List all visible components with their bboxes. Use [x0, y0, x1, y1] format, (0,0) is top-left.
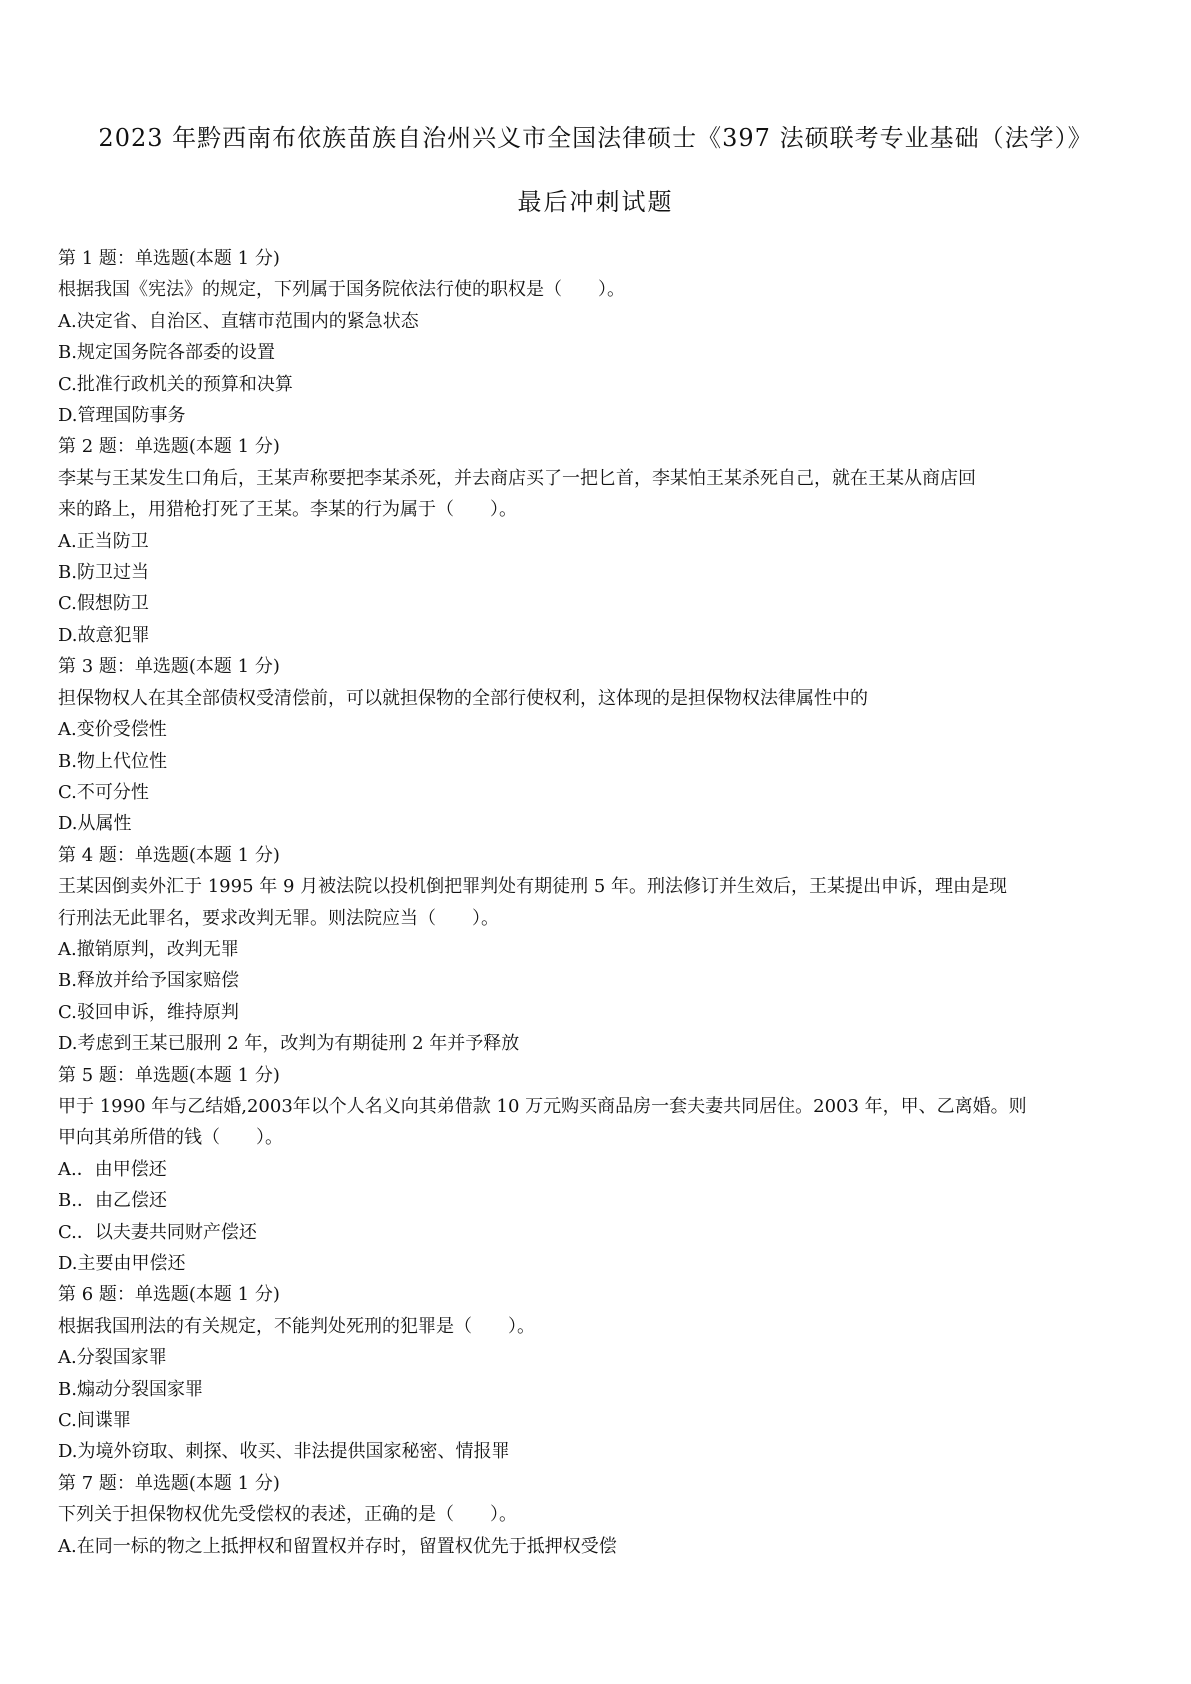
question-block	[58, 1279, 1138, 1467]
answer-option: C.间谍罪	[58, 1410, 131, 1432]
answer-option: D.从属性	[58, 813, 132, 835]
question-list	[58, 243, 1138, 1562]
question-stem: 来的路上，用猎枪打死了王某。李某的行为属于（ ）。	[58, 499, 517, 521]
question-header: 第 6 题：单选题(本题 1 分)	[58, 1284, 280, 1306]
answer-option: B.释放并给予国家赔偿	[58, 970, 239, 992]
question-block	[58, 431, 1138, 651]
question-block	[58, 1468, 1138, 1562]
question-block	[58, 651, 1138, 839]
question-header: 第 1 题：单选题(本题 1 分)	[58, 248, 280, 269]
question-stem: 根据我国《宪法》的规定，下列属于国务院依法行使的职权是（ ）。	[58, 279, 625, 301]
answer-option: A.正当防卫	[58, 530, 149, 552]
answer-option: C.驳回申诉，维持原判	[58, 1001, 239, 1023]
question-header: 第 5 题：单选题(本题 1 分)	[58, 1064, 280, 1086]
question-header: 第 4 题：单选题(本题 1 分)	[58, 844, 280, 866]
question-stem: 李某与王某发生口角后，王某声称要把李某杀死，并去商店买了一把匕首，李某怕王某杀死自己，就在王某从商店回	[58, 467, 976, 489]
answer-option: A.分裂国家罪	[58, 1347, 167, 1369]
answer-option: A.决定省、自治区、直辖市范围内的紧急状态	[58, 310, 419, 332]
question-stem: 甲于 1990 年与乙结婚,2003年以个人名义向其弟借款 10 万元购买商品房一套夫妻共同居住。2003 年，甲、乙离婚。则	[58, 1095, 1027, 1117]
answer-option: D.管理国防事务	[58, 405, 186, 427]
answer-option: B.煽动分裂国家罪	[58, 1378, 203, 1400]
question-stem: 行刑法无此罪名，要求改判无罪。则法院应当（ ）。	[58, 907, 499, 929]
document-title-line2: 最后冲刺试题	[517, 188, 674, 216]
answer-option: C.批准行政机关的预算和决算	[58, 373, 293, 395]
answer-option: D.为境外窃取、刺探、收买、非法提供国家秘密、情报罪	[58, 1441, 510, 1463]
question-stem: 甲向其弟所借的钱（ ）。	[58, 1127, 283, 1149]
answer-option: C.．以夫妻共同财产偿还	[58, 1221, 257, 1243]
answer-option: D.故意犯罪	[58, 624, 150, 646]
answer-option: B.物上代位性	[58, 750, 167, 772]
answer-option: A.变价受偿性	[58, 719, 167, 741]
question-stem: 担保物权人在其全部债权受清偿前，可以就担保物的全部行使权利，这体现的是担保物权法律属性中的	[58, 687, 868, 709]
question-block	[58, 840, 1138, 1060]
answer-option: C.不可分性	[58, 781, 149, 803]
answer-option: A.．由甲偿还	[58, 1158, 167, 1180]
answer-option: B.规定国务院各部委的设置	[58, 342, 275, 364]
question-header: 第 7 题：单选题(本题 1 分)	[58, 1472, 280, 1494]
question-header: 第 2 题：单选题(本题 1 分)	[58, 436, 280, 458]
answer-option: B.防卫过当	[58, 562, 149, 584]
document-title-line1: 2023 年黔西南布依族苗族自治州兴义市全国法律硕士《397 法硕联考专业基础（法学）》	[98, 124, 1093, 152]
question-block	[58, 243, 1138, 431]
question-header: 第 3 题：单选题(本题 1 分)	[58, 656, 280, 678]
answer-option: B.．由乙偿还	[58, 1190, 167, 1212]
question-stem: 王某因倒卖外汇于 1995 年 9 月被法院以投机倒把罪判处有期徒刑 5 年。刑法修订并生效后，王某提出申诉，理由是现	[58, 876, 1008, 898]
answer-option: A.撤销原判，改判无罪	[58, 938, 239, 960]
answer-option: A.在同一标的物之上抵押权和留置权并存时，留置权优先于抵押权受偿	[58, 1535, 617, 1557]
question-stem: 下列关于担保物权优先受偿权的表述，正确的是（ ）。	[58, 1504, 517, 1526]
answer-option: D.考虑到王某已服刑 2 年，改判为有期徒刑 2 年并予释放	[58, 1033, 520, 1055]
question-block	[58, 1060, 1138, 1280]
answer-option: C.假想防卫	[58, 593, 149, 615]
answer-option: D.主要由甲偿还	[58, 1253, 186, 1274]
question-stem: 根据我国刑法的有关规定，不能判处死刑的犯罪是（ ）。	[58, 1315, 535, 1337]
